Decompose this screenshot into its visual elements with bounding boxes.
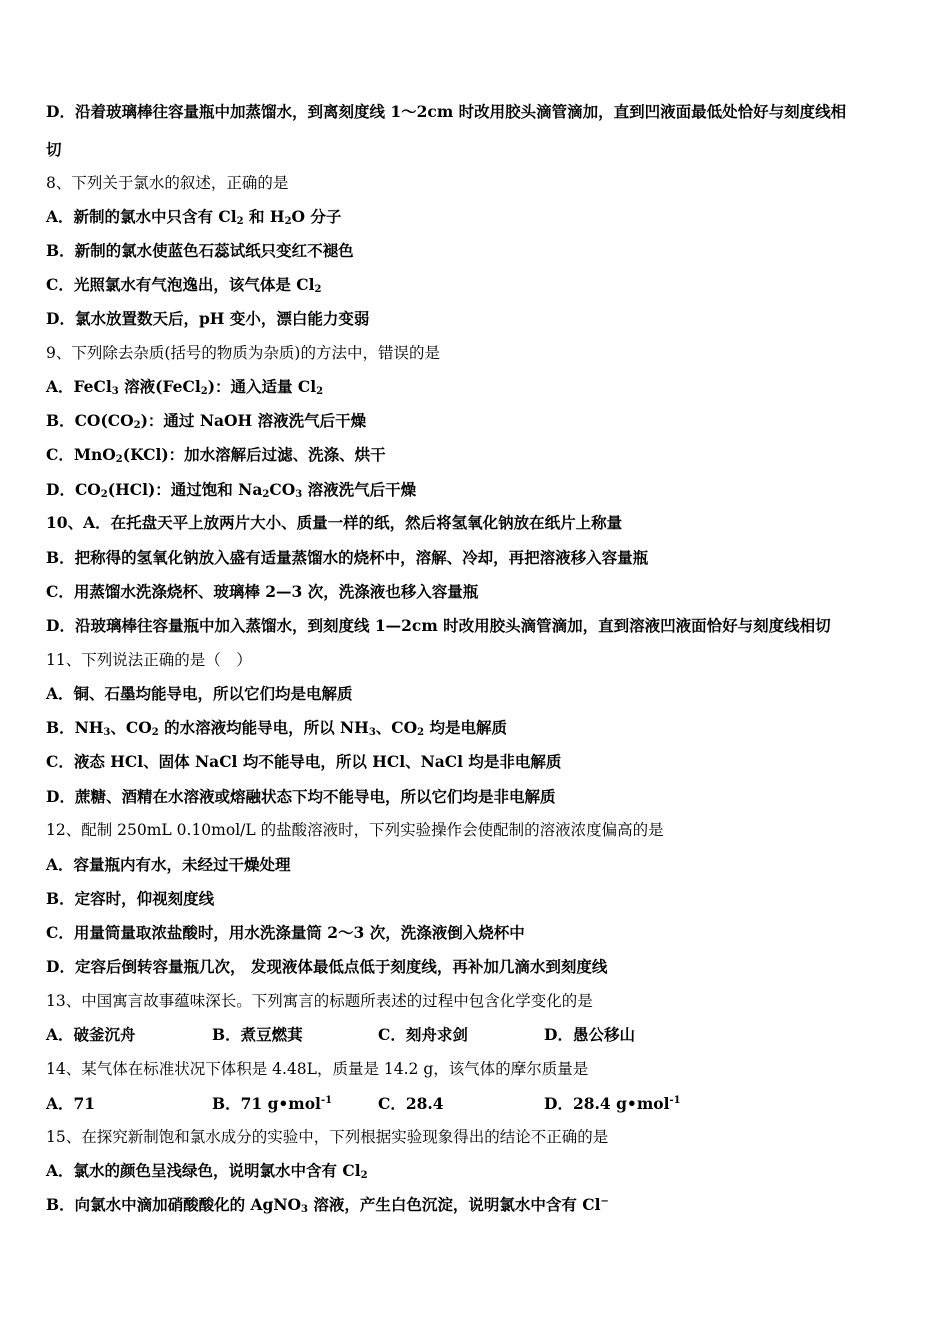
q10-option-a: 10、A．在托盘天平上放两片大小、质量一样的纸，然后将氢氧化钠放在纸片上称量 <box>46 513 623 532</box>
q14-stem: 14、某气体在标准状况下体积是 4.48L，质量是 14.2 g，该气体的摩尔质量是 <box>46 1060 589 1078</box>
q11-option-d: D．蔗糖、酒精在水溶液或熔融状态下均不能导电，所以它们均是非电解质 <box>46 787 556 806</box>
q14-option-b: B．71 g•mol$^{-1}$ <box>212 1094 333 1113</box>
q14-option-c: C．28.4 <box>378 1094 444 1113</box>
q12-option-a: A．容量瓶内有水，未经过干燥处理 <box>46 855 291 874</box>
q8-stem: 8、下列关于氯水的叙述，正确的是 <box>46 174 289 192</box>
q15-stem: 15、在探究新制饱和氯水成分的实验中，下列根据实验现象得出的结论不正确的是 <box>46 1128 609 1146</box>
q14-option-a: A．71 <box>46 1094 96 1113</box>
q13-options <box>46 1024 710 1046</box>
q10-option-c: C．用蒸馏水洗涤烧杯、玻璃棒 2—3 次，洗涤液也移入容量瓶 <box>46 582 479 601</box>
q12-option-b: B．定容时，仰视刻度线 <box>46 889 215 908</box>
q12-option-c: C．用量筒量取浓盐酸时，用水洗涤量筒 2～3 次，洗涤液倒入烧杯中 <box>46 923 525 942</box>
q11-stem: 11、下列说法正确的是（ ） <box>46 651 252 669</box>
q14-option-d: D．28.4 g•mol$^{-1}$ <box>544 1094 681 1113</box>
q9-option-a: A．FeCl$_3$ 溶液(FeCl$_2$)：通入适量 $Cl_2$ <box>46 377 324 397</box>
q10-option-b: B．把称得的氢氧化钠放入盛有适量蒸馏水的烧杯中，溶解、冷却，再把溶液移入容量瓶 <box>46 548 649 567</box>
q11-option-a: A．铜、石墨均能导电，所以它们均是电解质 <box>46 684 353 703</box>
q11-option-c: C．液态 HCl、固体 NaCl 均不能导电，所以 HCl、NaCl 均是非电解质 <box>46 752 562 771</box>
q13-option-d: D．愚公移山 <box>544 1025 635 1044</box>
q13-stem: 13、中国寓言故事蕴味深长。下列寓言的标题所表述的过程中包含化学变化的是 <box>46 992 593 1010</box>
q7-option-d: D．沿着玻璃棒往容量瓶中加蒸馏水，到离刻度线 1～2cm 时改用胶头滴管滴加，直到凹液面最低处恰好与刻度线相 <box>46 102 847 121</box>
q9-option-b: B．$CO(CO_2)$：通过 NaOH 溶液洗气后干燥 <box>46 411 367 431</box>
q9-option-c: C．MnO$_2$(KCl)：加水溶解后过滤、洗涤、烘干 <box>46 445 386 465</box>
q9-stem: 9、下列除去杂质(括号的物质为杂质)的方法中，错误的是 <box>46 344 440 362</box>
q8-option-b: B．新制的氯水使蓝色石蕊试纸只变红不褪色 <box>46 241 354 260</box>
q15-option-a: A．氯水的颜色呈浅绿色，说明氯水中含有 $Cl_2$ <box>46 1161 368 1181</box>
q15-option-b: B．向氯水中滴加硝酸酸化的 AgNO$_3$ 溶液，产生白色沉淀，说明氯水中含有 Cl− <box>46 1195 609 1215</box>
q8-option-c: C．光照氯水有气泡逸出，该气体是 $Cl_2$ <box>46 275 322 295</box>
q12-stem: 12、配制 250mL 0.10mol/L 的盐酸溶液时，下列实验操作会使配制的溶液浓度偏高的是 <box>46 821 664 839</box>
q8-option-a: A．新制的氯水中只含有 $Cl_2$ 和 $H_2O$ 分子 <box>46 207 342 227</box>
q9-option-d: D．$CO_2(HCl)$：通过饱和 $Na_2CO_3$ 溶液洗气后干燥 <box>46 480 417 500</box>
q13-option-a: A．破釜沉舟 <box>46 1025 136 1044</box>
q12-option-d: D．定容后倒转容量瓶几次， 发现液体最低点低于刻度线，再补加几滴水到刻度线 <box>46 957 608 976</box>
q10-option-d: D．沿玻璃棒往容量瓶中加入蒸馏水，到刻度线 1—2cm 时改用胶头滴管滴加，直到溶液凹液面恰好与刻度线相切 <box>46 616 831 635</box>
q14-options <box>46 1093 710 1115</box>
q11-option-b: B．$NH_3$、$CO_2$ 的水溶液均能导电，所以 $NH_3$、$CO_2$ 均是电解质 <box>46 718 507 738</box>
q13-option-c: C．刻舟求剑 <box>378 1025 468 1044</box>
q13-option-b: B．煮豆燃萁 <box>212 1025 303 1044</box>
q8-option-d: D．氯水放置数天后，pH 变小，漂白能力变弱 <box>46 309 370 328</box>
q7-option-d-continued: 切 <box>46 140 62 159</box>
